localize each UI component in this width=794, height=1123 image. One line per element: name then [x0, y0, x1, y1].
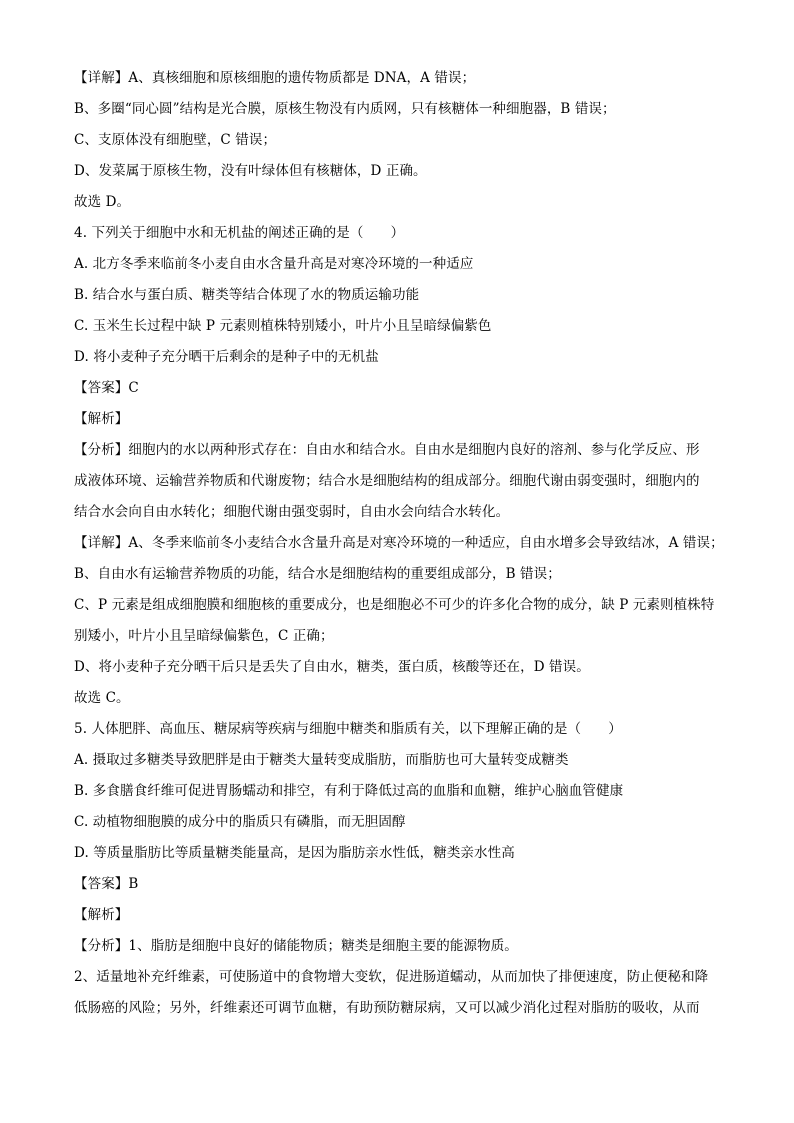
- answer-label: 【答案】B: [74, 876, 139, 892]
- detail-line: B、自由水有运输营养物质的功能，结合水是细胞结构的重要组成部分，B 错误；: [74, 566, 561, 582]
- analysis-line: 【分析】细胞内的水以两种形式存在：自由水和结合水。自由水是细胞内良好的溶剂、参与化学反应、形: [74, 442, 700, 458]
- analysis-line: 【分析】1、脂肪是细胞中良好的储能物质；糖类是细胞主要的能源物质。: [74, 938, 518, 954]
- analysis-label: 【解析】: [74, 907, 129, 923]
- detail-line: C、支原体没有细胞壁，C 错误；: [74, 132, 277, 148]
- question-4-stem: 4. 下列关于细胞中水和无机盐的阐述正确的是（ ）: [74, 225, 405, 241]
- detail-line: 别矮小，叶片小且呈暗绿偏紫色，C 正确；: [74, 628, 334, 644]
- detail-line: D、发菜属于原核生物，没有叶绿体但有核糖体，D 正确。: [74, 163, 427, 179]
- analysis-line: 成液体环境、运输营养物质和代谢废物；结合水是细胞结构的组成部分。细胞代谢由弱变强时，细胞内的: [74, 473, 700, 489]
- document-page: [74, 63, 724, 1024]
- question-5-option-a: A. 摄取过多糖类导致肥胖是由于糖类大量转变成脂肪，而脂肪也可大量转变成糖类: [74, 752, 569, 768]
- question-4-option-b: B. 结合水与蛋白质、糖类等结合体现了水的物质运输功能: [74, 287, 420, 303]
- detail-line: 【详解】A、真核细胞和原核细胞的遗传物质都是 DNA，A 错误；: [74, 70, 476, 86]
- analysis-line: 2、适量地补充纤维素，可使肠道中的食物增大变软，促进肠道蠕动，从而加快了排便速度，防止便秘和降: [74, 969, 709, 985]
- question-4-option-a: A. 北方冬季来临前冬小麦自由水含量升高是对寒冷环境的一种适应: [74, 256, 474, 272]
- question-4-option-d: D. 将小麦种子充分晒干后剩余的是种子中的无机盐: [74, 349, 379, 365]
- analysis-label: 【解析】: [74, 411, 129, 427]
- answer-label: 【答案】C: [74, 380, 139, 396]
- question-5-option-d: D. 等质量脂肪比等质量糖类能量高，是因为脂肪亲水性低，糖类亲水性高: [74, 845, 515, 861]
- detail-line: C、P 元素是组成细胞膜和细胞核的重要成分，也是细胞必不可少的许多化合物的成分，缺 P 元素则植株特: [74, 597, 715, 613]
- detail-line: D、将小麦种子充分晒干后只是丢失了自由水，糖类，蛋白质，核酸等还在，D 错误。: [74, 659, 590, 675]
- analysis-line: 低肠癌的风险；另外，纤维素还可调节血糖，有助预防糖尿病，又可以减少消化过程对脂肪的吸收，从而: [74, 1000, 700, 1016]
- detail-line: B、多圈“同心圆”结构是光合膜，原核生物没有内质网，只有核糖体一种细胞器，B 错误；: [74, 101, 616, 117]
- answer-choice-line: 故选 C。: [74, 690, 130, 706]
- question-5-option-c: C. 动植物细胞膜的成分中的脂质只有磷脂，而无胆固醇: [74, 814, 406, 830]
- detail-line: 【详解】A、冬季来临前冬小麦结合水含量升高是对寒冷环境的一种适应，自由水增多会导致结冰，A 错误；: [74, 535, 724, 551]
- question-5-option-b: B. 多食膳食纤维可促进胃肠蠕动和排空，有利于降低过高的血脂和血糖，维护心脑血管健康: [74, 783, 624, 799]
- analysis-line: 结合水会向自由水转化；细胞代谢由强变弱时，自由水会向结合水转化。: [74, 504, 510, 520]
- answer-choice-line: 故选 D。: [74, 194, 131, 210]
- question-5-stem: 5. 人体肥胖、高血压、糖尿病等疾病与细胞中糖类和脂质有关，以下理解正确的是（ ）: [74, 721, 622, 737]
- question-4-option-c: C. 玉米生长过程中缺 P 元素则植株特别矮小，叶片小且呈暗绿偏紫色: [74, 318, 492, 334]
